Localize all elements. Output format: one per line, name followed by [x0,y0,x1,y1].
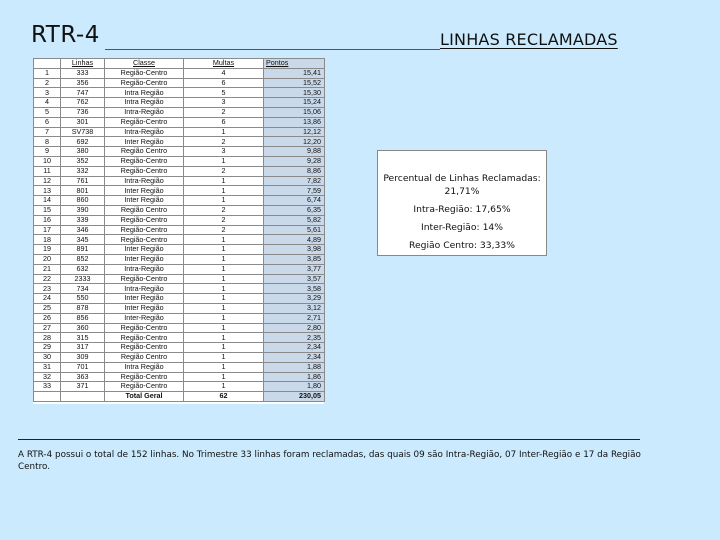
table-row [34,284,325,294]
classe-cell: Região-Centro [105,235,184,245]
linha-cell: 339 [61,215,105,225]
pontos-cell: 12,12 [264,127,325,137]
pontos-cell: 15,52 [264,78,325,88]
complaint-percentages-box [377,150,547,256]
pontos-cell: 15,41 [264,68,325,78]
multas-cell: 1 [184,245,264,255]
column-header-index [34,59,61,69]
classe-cell: Região-Centro [105,117,184,127]
multas-cell: 1 [184,254,264,264]
multas-cell: 1 [184,372,264,382]
linha-cell: 346 [61,225,105,235]
linha-cell: SV738 [61,127,105,137]
row-index-cell: 31 [34,362,61,372]
table-row [34,166,325,176]
table-row [34,68,325,78]
row-index-cell: 5 [34,107,61,117]
title-underline-rule [105,49,440,50]
multas-cell: 1 [184,362,264,372]
pontos-cell: 12,20 [264,137,325,147]
table-row [34,186,325,196]
classe-cell: Região-Centro [105,372,184,382]
classe-cell: Intra-Região [105,107,184,117]
row-index-cell: 32 [34,372,61,382]
row-index-cell: 4 [34,98,61,108]
pontos-cell: 15,30 [264,88,325,98]
row-index-cell: 6 [34,117,61,127]
pontos-cell: 1,86 [264,372,325,382]
footer-divider [18,439,640,440]
multas-cell: 1 [184,176,264,186]
linha-cell: 891 [61,245,105,255]
linha-cell: 356 [61,78,105,88]
row-index-cell: 20 [34,254,61,264]
pontos-cell: 3,85 [264,254,325,264]
linha-cell: 701 [61,362,105,372]
row-index-cell: 23 [34,284,61,294]
lines-table [33,58,325,402]
row-index-cell: 15 [34,205,61,215]
row-index-cell: 29 [34,343,61,353]
table-row [34,88,325,98]
percent-inter-regiao: Inter-Região: 14% [421,222,503,233]
linha-cell: 332 [61,166,105,176]
classe-cell: Intra-Região [105,284,184,294]
classe-cell: Intra Região [105,88,184,98]
row-index-cell: 10 [34,156,61,166]
classe-cell: Região-Centro [105,215,184,225]
multas-cell: 1 [184,313,264,323]
linha-cell: 762 [61,98,105,108]
classe-cell: Região-Centro [105,225,184,235]
pontos-cell: 9,28 [264,156,325,166]
pontos-cell: 7,59 [264,186,325,196]
lines-table-container [33,58,324,404]
column-header-multas: Multas [184,59,264,69]
table-row [34,147,325,157]
multas-cell: 2 [184,225,264,235]
table-row [34,205,325,215]
row-index-cell: 13 [34,186,61,196]
table-row [34,352,325,362]
linha-cell: 352 [61,156,105,166]
table-row [34,107,325,117]
table-row [34,98,325,108]
pontos-cell: 3,98 [264,245,325,255]
pontos-cell: 3,58 [264,284,325,294]
pontos-cell: 1,80 [264,382,325,392]
linha-cell: 380 [61,147,105,157]
row-index-cell: 16 [34,215,61,225]
table-row [34,215,325,225]
linha-cell: 2333 [61,274,105,284]
row-index-cell: 33 [34,382,61,392]
multas-cell: 1 [184,274,264,284]
classe-cell: Intra-Região [105,127,184,137]
multas-cell: 3 [184,98,264,108]
classe-cell: Inter Região [105,294,184,304]
linha-cell: 309 [61,352,105,362]
pontos-cell: 7,82 [264,176,325,186]
linha-cell: 747 [61,88,105,98]
total-cell-empty [34,392,61,402]
classe-cell: Região-Centro [105,156,184,166]
classe-cell: Intra Região [105,98,184,108]
pontos-cell: 4,89 [264,235,325,245]
multas-cell: 1 [184,352,264,362]
total-cell-empty [61,392,105,402]
classe-cell: Região-Centro [105,68,184,78]
row-index-cell: 8 [34,137,61,147]
row-index-cell: 2 [34,78,61,88]
multas-cell: 1 [184,196,264,206]
table-body [34,68,325,391]
column-header-linhas: Linhas [61,59,105,69]
table-row [34,117,325,127]
multas-cell: 1 [184,382,264,392]
multas-cell: 5 [184,88,264,98]
linha-cell: 360 [61,323,105,333]
multas-cell: 1 [184,284,264,294]
linha-cell: 301 [61,117,105,127]
linha-cell: 852 [61,254,105,264]
classe-cell: Região-Centro [105,274,184,284]
classe-cell: Região Centro [105,352,184,362]
classe-cell: Região-Centro [105,78,184,88]
table-row [34,176,325,186]
multas-cell: 1 [184,156,264,166]
page-title: RTR-4 [31,22,100,48]
row-index-cell: 28 [34,333,61,343]
multas-cell: 3 [184,147,264,157]
pontos-cell: 3,12 [264,303,325,313]
table-row [34,313,325,323]
multas-cell: 1 [184,333,264,343]
pontos-cell: 15,24 [264,98,325,108]
row-index-cell: 30 [34,352,61,362]
table-row [34,303,325,313]
column-header-pontos: Pontos [264,59,325,69]
table-row [34,362,325,372]
classe-cell: Inter Região [105,245,184,255]
multas-cell: 1 [184,235,264,245]
pontos-cell: 15,06 [264,107,325,117]
table-row [34,372,325,382]
row-index-cell: 21 [34,264,61,274]
row-index-cell: 11 [34,166,61,176]
linha-cell: 734 [61,284,105,294]
row-index-cell: 9 [34,147,61,157]
pontos-cell: 3,77 [264,264,325,274]
classe-cell: Inter Região [105,137,184,147]
table-header-row [34,59,325,69]
linha-cell: 878 [61,303,105,313]
linha-cell: 856 [61,313,105,323]
classe-cell: Região Centro [105,205,184,215]
classe-cell: Região Centro [105,147,184,157]
table-total-row [34,392,325,402]
linha-cell: 333 [61,68,105,78]
multas-cell: 2 [184,215,264,225]
linha-cell: 363 [61,372,105,382]
percent-intra-regiao: Intra-Região: 17,65% [413,204,511,215]
multas-cell: 1 [184,264,264,274]
pontos-cell: 9,88 [264,147,325,157]
pontos-cell: 2,80 [264,323,325,333]
linha-cell: 692 [61,137,105,147]
total-multas: 62 [184,392,264,402]
pontos-cell: 1,88 [264,362,325,372]
multas-cell: 2 [184,107,264,117]
multas-cell: 2 [184,205,264,215]
classe-cell: Inter-Região [105,313,184,323]
row-index-cell: 7 [34,127,61,137]
row-index-cell: 19 [34,245,61,255]
classe-cell: Inter Região [105,254,184,264]
linha-cell: 315 [61,333,105,343]
footer-summary: A RTR-4 possui o total de 152 linhas. No Trimestre 33 linhas foram reclamadas, das quais 09 são Intra-Região, 07 Inter-Região e 17 da Região Centro. [18,450,641,472]
table-row [34,294,325,304]
classe-cell: Região-Centro [105,343,184,353]
pontos-cell: 3,29 [264,294,325,304]
pontos-cell: 13,86 [264,117,325,127]
classe-cell: Região-Centro [105,323,184,333]
row-index-cell: 17 [34,225,61,235]
row-index-cell: 25 [34,303,61,313]
table-row [34,264,325,274]
table-row [34,274,325,284]
total-label: Total Geral [105,392,184,402]
classe-cell: Intra-Região [105,176,184,186]
linha-cell: 371 [61,382,105,392]
row-index-cell: 24 [34,294,61,304]
table-row [34,245,325,255]
table-row [34,343,325,353]
linha-cell: 345 [61,235,105,245]
linha-cell: 632 [61,264,105,274]
classe-cell: Região-Centro [105,382,184,392]
multas-cell: 6 [184,78,264,88]
table-row [34,78,325,88]
multas-cell: 2 [184,137,264,147]
row-index-cell: 14 [34,196,61,206]
row-index-cell: 18 [34,235,61,245]
column-header-classe: Classe [105,59,184,69]
table-row [34,382,325,392]
pontos-cell: 2,35 [264,333,325,343]
linha-cell: 317 [61,343,105,353]
table-row [34,156,325,166]
multas-cell: 1 [184,294,264,304]
pontos-cell: 5,61 [264,225,325,235]
percent-regiao-centro: Região Centro: 33,33% [409,240,515,251]
linha-cell: 761 [61,176,105,186]
percent-label: Percentual de Linhas Reclamadas: [383,173,541,184]
linha-cell: 860 [61,196,105,206]
linha-cell: 390 [61,205,105,215]
row-index-cell: 27 [34,323,61,333]
table-row [34,254,325,264]
row-index-cell: 26 [34,313,61,323]
multas-cell: 1 [184,186,264,196]
classe-cell: Intra Região [105,362,184,372]
pontos-cell: 2,34 [264,343,325,353]
pontos-cell: 3,57 [264,274,325,284]
multas-cell: 1 [184,127,264,137]
linha-cell: 801 [61,186,105,196]
multas-cell: 2 [184,166,264,176]
classe-cell: Inter Região [105,303,184,313]
pontos-cell: 6,35 [264,205,325,215]
multas-cell: 6 [184,117,264,127]
section-heading: LINHAS RECLAMADAS [440,30,618,49]
multas-cell: 1 [184,303,264,313]
pontos-cell: 2,34 [264,352,325,362]
table-row [34,137,325,147]
pontos-cell: 8,86 [264,166,325,176]
table-row [34,323,325,333]
table-row [34,127,325,137]
percent-total: 21,71% [444,186,480,197]
linha-cell: 736 [61,107,105,117]
multas-cell: 1 [184,343,264,353]
table-row [34,196,325,206]
row-index-cell: 1 [34,68,61,78]
table-row [34,333,325,343]
classe-cell: Região-Centro [105,166,184,176]
pontos-cell: 2,71 [264,313,325,323]
table-row [34,235,325,245]
classe-cell: Região-Centro [105,333,184,343]
classe-cell: Inter Região [105,186,184,196]
multas-cell: 1 [184,323,264,333]
pontos-cell: 6,74 [264,196,325,206]
multas-cell: 4 [184,68,264,78]
pontos-cell: 5,82 [264,215,325,225]
classe-cell: Intra-Região [105,264,184,274]
row-index-cell: 12 [34,176,61,186]
row-index-cell: 3 [34,88,61,98]
row-index-cell: 22 [34,274,61,284]
total-pontos: 230,05 [264,392,325,402]
classe-cell: Inter Região [105,196,184,206]
table-row [34,225,325,235]
linha-cell: 550 [61,294,105,304]
